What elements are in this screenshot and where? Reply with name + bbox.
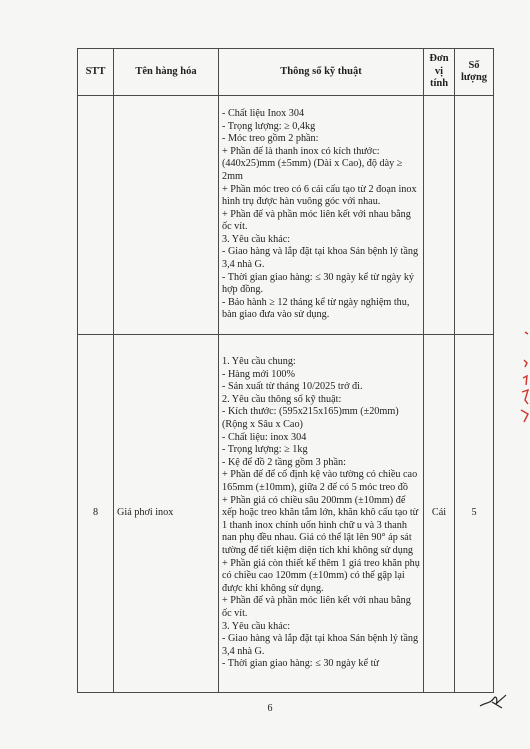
spec-line: 1. Yêu cầu chung: — [222, 356, 296, 368]
spec-line: - Thời gian giao hàng: ≤ 30 ngày kể từ — [222, 658, 379, 670]
table-row-continued — [78, 96, 494, 335]
header-spec: Thông số kỹ thuật — [219, 49, 424, 96]
spec-line: - Hàng mới 100% — [222, 368, 296, 380]
header-qty-line: Số — [468, 59, 480, 71]
spec-line: - Trọng lượng: ≥ 0,4kg — [222, 120, 316, 132]
spec-line: - Chất liệu Inox 304 — [222, 107, 305, 119]
spec-line: + Phần giá có chiều sâu 200mm (±10mm) để xếp hoặc treo khăn tắm lớn, khăn khô cấu tạo từ 1 thanh inox chính uốn hình chữ u và 3 thanh nan phụ đều nhau. Giá có thể lật lên 90° áp sát tường để tiết kiệm diện tích khi không sử dụng — [222, 494, 419, 556]
header-stt: STT — [78, 49, 114, 96]
cell-stt — [78, 96, 114, 335]
spec-line: + Phần giá còn thiết kế thêm 1 giá treo khăn phụ có chiều cao 120mm (±10mm) có thể gập lại được khi không sử dụng. — [222, 557, 420, 594]
page-number: 6 — [267, 703, 273, 714]
spec-line: - Trọng lượng: ≥ 1kg — [222, 444, 308, 456]
cell-unit: Cái — [424, 335, 455, 693]
spec-line: - Kích thước: (595x215x165)mm (±20mm) (Rộng x Sâu x Cao) — [222, 406, 399, 431]
cell-spec — [219, 335, 424, 693]
table-header-row — [78, 49, 494, 96]
red-stamp-fragment — [516, 330, 530, 430]
header-name: Tên hàng hóa — [114, 49, 219, 96]
cell-stt: 8 — [78, 335, 114, 693]
header-unit-line: tính — [429, 78, 449, 90]
cell-qty: 5 — [455, 335, 494, 693]
signature-mark — [478, 692, 508, 710]
spec-line: + Phần đế và phần móc liên kết với nhau bằng ốc vít. — [222, 595, 411, 619]
spec-line: - Thời gian giao hàng: ≤ 30 ngày kể từ ngày ký hợp đồng. — [222, 271, 415, 296]
header-unit-line: Đơn — [429, 53, 449, 65]
cell-unit — [424, 96, 455, 335]
spec-line: + Phần đế và phần móc liên kết với nhau bằng ốc vít. — [222, 208, 411, 233]
cell-qty — [455, 96, 494, 335]
spec-line: 3. Yêu cầu khác: — [222, 620, 291, 632]
header-unit-line: vị — [434, 65, 444, 77]
spec-line: - Giao hàng và lắp đặt tại khoa Sản bệnh lý tầng 3,4 nhà G. — [222, 246, 419, 271]
spec-line: + Phần đế là thanh inox có kích thước: (440x25)mm (±5mm) (Dài x Cao), độ dày ≥ 2mm — [222, 145, 403, 182]
header-qty-line: lượng — [460, 72, 488, 83]
spec-line: 3. Yêu cầu khác: — [222, 233, 291, 245]
header-qty — [455, 49, 494, 96]
spec-table — [77, 48, 494, 693]
spec-line: - Giao hàng và lắp đặt tại khoa Sản bệnh lý tầng 3,4 nhà G. — [222, 633, 419, 657]
spec-line: 2. Yêu cầu thông số kỹ thuật: — [222, 393, 342, 405]
spec-line: - Bảo hành ≥ 12 tháng kể từ ngày nghiệm thu, bàn giao đưa vào sử dụng. — [222, 296, 410, 321]
spec-line: + Phần móc treo có 6 cái cấu tạo từ 2 đoạn inox hình trụ được hàn vuông góc với nhau. — [222, 183, 417, 208]
spec-line: - Kệ để đồ 2 tầng gồm 3 phần: — [222, 456, 346, 468]
spec-line: - Móc treo gồm 2 phần: — [222, 133, 319, 145]
spec-line: - Chất liệu: inox 304 — [222, 431, 307, 443]
table-row — [78, 335, 494, 693]
cell-name: Giá phơi inox — [114, 335, 219, 693]
spec-line: + Phần đế để cố định kệ vào tường có chiều cao 165mm (±10mm), giữa 2 đế có 5 móc treo đồ — [222, 469, 418, 494]
spec-line: - Sản xuất từ tháng 10/2025 trở đi. — [222, 381, 363, 393]
cell-name — [114, 96, 219, 335]
cell-spec — [219, 96, 424, 335]
header-unit — [424, 49, 455, 96]
